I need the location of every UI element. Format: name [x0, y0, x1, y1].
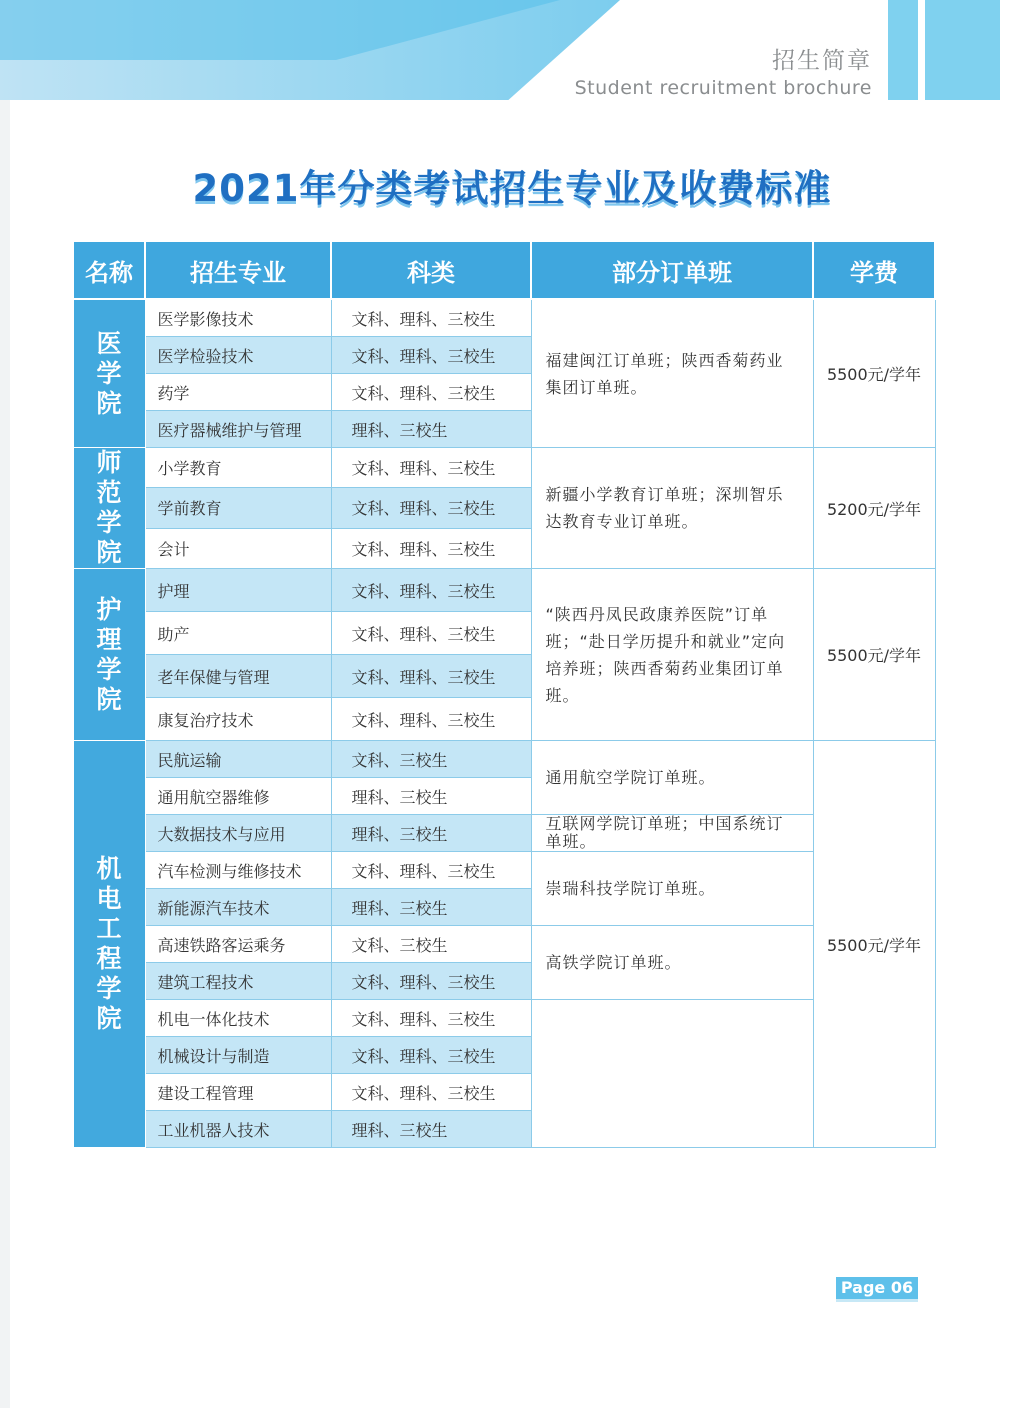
major-cell: 通用航空器维修: [145, 778, 331, 815]
fee-cell: 5200元/学年: [813, 448, 935, 569]
college-name: 师范学院: [96, 448, 122, 567]
major-cell: 建筑工程技术: [145, 963, 331, 1000]
major-cell: 医学影像技术: [145, 299, 331, 337]
brochure-title-cn: 招生简章: [772, 48, 872, 74]
table-row: [73, 815, 935, 852]
subject-cell: 理科、三校生: [331, 889, 531, 926]
college-name-cell: [73, 448, 145, 569]
major-cell: 新能源汽车技术: [145, 889, 331, 926]
table-header-row: [73, 241, 935, 299]
subject-cell: 文科、理科、三校生: [331, 1037, 531, 1074]
header-stripe: [888, 0, 918, 100]
subject-cell: 文科、理科、三校生: [331, 698, 531, 741]
subject-cell: 文科、理科、三校生: [331, 528, 531, 568]
subject-cell: 文科、理科、三校生: [331, 1000, 531, 1037]
subject-cell: 理科、三校生: [331, 778, 531, 815]
subject-cell: 文科、理科、三校生: [331, 569, 531, 612]
fee-cell: 5500元/学年: [813, 299, 935, 448]
page-title: 2021年分类考试招生专业及收费标准: [192, 167, 832, 210]
brochure-title-en: Student recruitment brochure: [574, 77, 872, 99]
fee-cell: 5500元/学年: [813, 569, 935, 741]
column-header: 部分订单班: [531, 241, 813, 299]
college-name-cell: [73, 569, 145, 741]
subject-cell: 文科、理科、三校生: [331, 963, 531, 1000]
subject-cell: 文科、理科、三校生: [331, 612, 531, 655]
subject-cell: 文科、理科、三校生: [331, 655, 531, 698]
major-cell: 民航运输: [145, 741, 331, 778]
major-cell: 医疗器械维护与管理: [145, 411, 331, 448]
subject-cell: 文科、理科、三校生: [331, 374, 531, 411]
empty-order-cell: [531, 1000, 813, 1148]
major-cell: 小学教育: [145, 448, 331, 488]
table-row: [73, 926, 935, 963]
header-stripe: [925, 0, 1000, 100]
major-cell: 机电一体化技术: [145, 1000, 331, 1037]
column-header: 科类: [331, 241, 531, 299]
college-name: 护理学院: [96, 594, 122, 714]
subject-cell: 理科、三校生: [331, 815, 531, 852]
table-row: [73, 448, 935, 488]
subject-cell: 文科、三校生: [331, 741, 531, 778]
table-row: [73, 569, 935, 612]
subject-cell: 文科、理科、三校生: [331, 1074, 531, 1111]
major-cell: 工业机器人技术: [145, 1111, 331, 1148]
table-row: [73, 741, 935, 778]
column-header: 名称: [73, 241, 145, 299]
college-name-cell: [73, 299, 145, 448]
subject-cell: 理科、三校生: [331, 411, 531, 448]
major-cell: 学前教育: [145, 488, 331, 528]
order-class-cell: 新疆小学教育订单班；深圳智乐达教育专业订单班。: [531, 448, 813, 569]
enrollment-table-wrap: [72, 240, 934, 1148]
page-number-badge: Page 06: [836, 1277, 918, 1302]
major-cell: 护理: [145, 569, 331, 612]
subject-cell: 文科、三校生: [331, 926, 531, 963]
order-class-cell: “陕西丹凤民政康养医院”订单班；“赴日学历提升和就业”定向培养班；陕西香菊药业集团订单班。: [531, 569, 813, 741]
major-cell: 会计: [145, 528, 331, 568]
subject-cell: 文科、理科、三校生: [331, 488, 531, 528]
enrollment-table: [72, 240, 936, 1148]
fee-cell: 5500元/学年: [813, 741, 935, 1148]
major-cell: 建设工程管理: [145, 1074, 331, 1111]
table-row: [73, 1000, 935, 1037]
table-row: [73, 852, 935, 889]
order-class-cell: 高铁学院订单班。: [531, 926, 813, 1000]
major-cell: 康复治疗技术: [145, 698, 331, 741]
column-header: 学费: [813, 241, 935, 299]
major-cell: 助产: [145, 612, 331, 655]
order-class-cell: 福建闽江订单班；陕西香菊药业集团订单班。: [531, 299, 813, 448]
order-class-cell: 崇瑞科技学院订单班。: [531, 852, 813, 926]
subject-cell: 文科、理科、三校生: [331, 299, 531, 337]
major-cell: 药学: [145, 374, 331, 411]
major-cell: 高速铁路客运乘务: [145, 926, 331, 963]
subject-cell: 文科、理科、三校生: [331, 852, 531, 889]
subject-cell: 文科、理科、三校生: [331, 337, 531, 374]
major-cell: 医学检验技术: [145, 337, 331, 374]
subject-cell: 理科、三校生: [331, 1111, 531, 1148]
order-class-cell: 互联网学院订单班；中国系统订单班。: [531, 815, 813, 852]
order-class-cell: 通用航空学院订单班。: [531, 741, 813, 815]
column-header: 招生专业: [145, 241, 331, 299]
college-name-cell: [73, 741, 145, 1148]
subject-cell: 文科、理科、三校生: [331, 448, 531, 488]
major-cell: 大数据技术与应用: [145, 815, 331, 852]
college-name: 机电工程学院: [96, 854, 122, 1033]
major-cell: 汽车检测与维修技术: [145, 852, 331, 889]
college-name: 医学院: [96, 328, 122, 418]
major-cell: 老年保健与管理: [145, 655, 331, 698]
brochure-header: [575, 42, 872, 99]
major-cell: 机械设计与制造: [145, 1037, 331, 1074]
table-row: [73, 299, 935, 337]
